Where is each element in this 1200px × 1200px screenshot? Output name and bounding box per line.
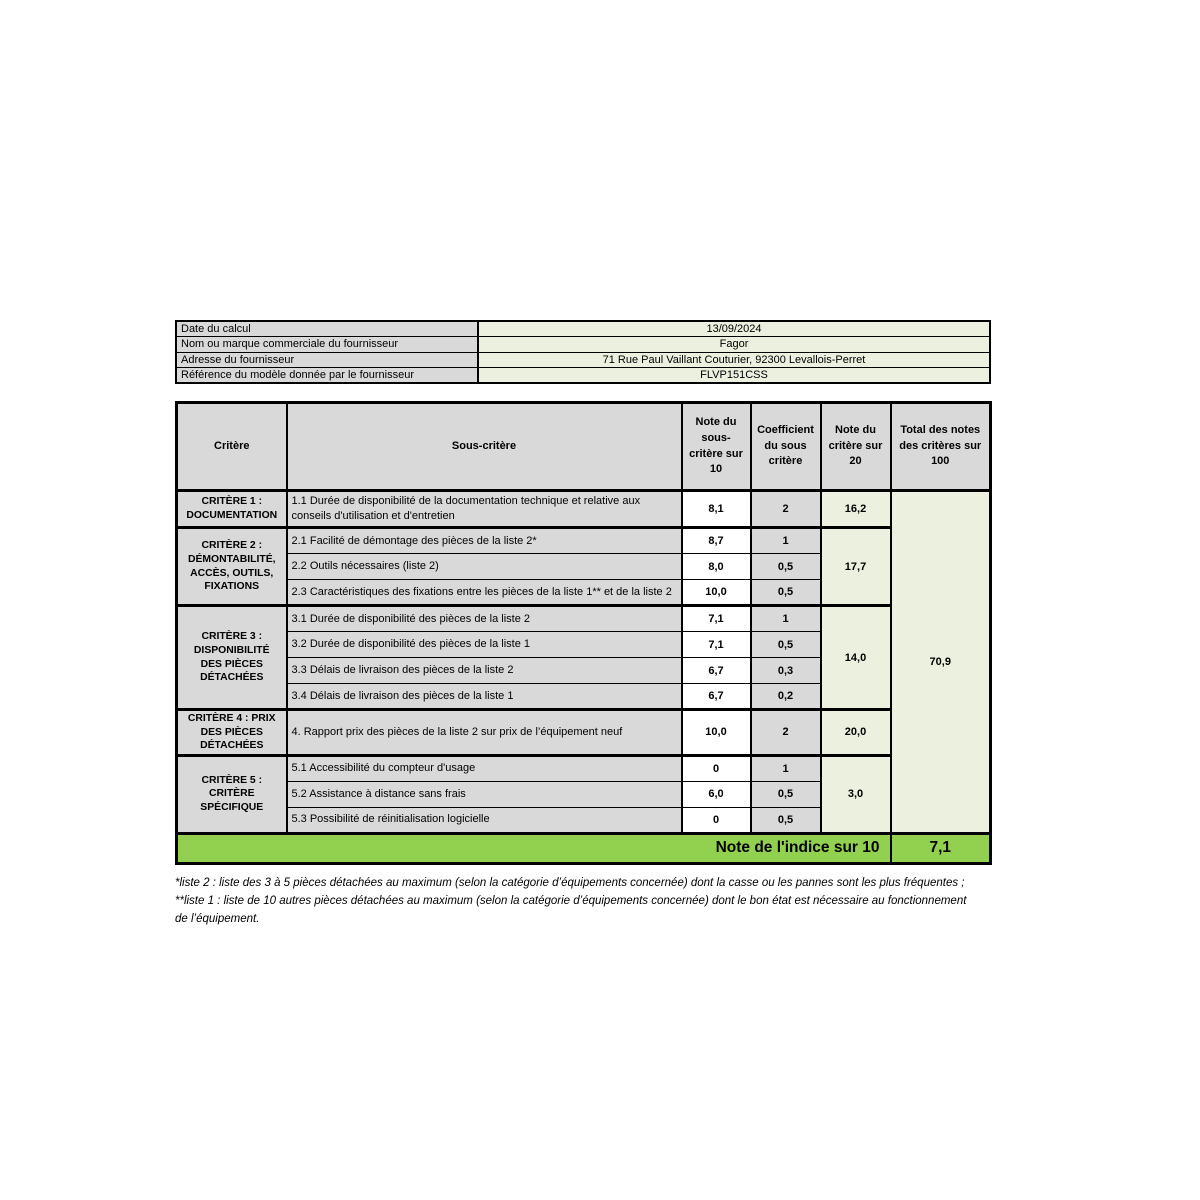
- header-note-sous-critere: Note du sous-critère sur 10: [682, 403, 751, 491]
- index-score-label: Note de l'indice sur 10: [177, 833, 891, 863]
- total-score-100: 70,9: [891, 491, 991, 834]
- info-row-brand: [176, 337, 990, 353]
- note-3-3: 6,7: [682, 658, 751, 684]
- subcriterion-1-1: 1.1 Durée de disponibilité de la documentation technique et relative aux conseils d'utilisation et d'entretien: [287, 491, 682, 528]
- header-critere: Critère: [177, 403, 287, 491]
- table-row: [177, 606, 991, 632]
- header-total-100: Total des notes des critères sur 100: [891, 403, 991, 491]
- footnote-liste-2: *liste 2 : liste des 3 à 5 pièces détachées au maximum (selon la catégorie d’équipements concernée) dont la casse ou les pannes sont les plus fréquentes ;: [175, 876, 965, 889]
- subcriterion-3-4: 3.4 Délais de livraison des pièces de la liste 1: [287, 684, 682, 710]
- score20-criterion-4: 20,0: [821, 710, 891, 756]
- coeff-3-3: 0,3: [751, 658, 821, 684]
- table-row: [177, 528, 991, 554]
- coeff-5-1: 1: [751, 755, 821, 781]
- document-page: [175, 320, 989, 929]
- score20-criterion-2: 17,7: [821, 528, 891, 606]
- info-label-address: Adresse du fournisseur: [176, 352, 478, 368]
- subcriterion-2-1: 2.1 Facilité de démontage des pièces de la liste 2*: [287, 528, 682, 554]
- criterion-4-cell: CRITÈRE 4 : PRIX DES PIÈCES DÉTACHÉES: [177, 710, 287, 756]
- criteria-header-row: [177, 403, 991, 491]
- index-score-row: [177, 833, 991, 863]
- coeff-3-1: 1: [751, 606, 821, 632]
- subcriterion-2-2: 2.2 Outils nécessaires (liste 2): [287, 554, 682, 580]
- note-2-1: 8,7: [682, 528, 751, 554]
- coeff-5-3: 0,5: [751, 807, 821, 833]
- note-5-3: 0: [682, 807, 751, 833]
- note-5-1: 0: [682, 755, 751, 781]
- subcriterion-4: 4. Rapport prix des pièces de la liste 2 sur prix de l’équipement neuf: [287, 710, 682, 756]
- info-row-address: [176, 352, 990, 368]
- coeff-3-2: 0,5: [751, 632, 821, 658]
- subcriterion-3-1: 3.1 Durée de disponibilité des pièces de la liste 2: [287, 606, 682, 632]
- coeff-3-4: 0,2: [751, 684, 821, 710]
- header-coefficient: Coefficient du sous critère: [751, 403, 821, 491]
- criterion-5-cell: CRITÈRE 5 : CRITÈRE SPÉCIFIQUE: [177, 755, 287, 833]
- header-note-critere-20: Note du critère sur 20: [821, 403, 891, 491]
- note-5-2: 6,0: [682, 781, 751, 807]
- coeff-5-2: 0,5: [751, 781, 821, 807]
- subcriterion-3-3: 3.3 Délais de livraison des pièces de la liste 2: [287, 658, 682, 684]
- info-value-date: 13/09/2024: [478, 321, 990, 337]
- note-1-1: 8,1: [682, 491, 751, 528]
- header-sous-critere: Sous-critère: [287, 403, 682, 491]
- info-label-date: Date du calcul: [176, 321, 478, 337]
- coeff-4: 2: [751, 710, 821, 756]
- coeff-2-3: 0,5: [751, 580, 821, 606]
- subcriterion-2-3: 2.3 Caractéristiques des fixations entre les pièces de la liste 1** et de la liste 2: [287, 580, 682, 606]
- coeff-2-1: 1: [751, 528, 821, 554]
- footnote-liste-1: **liste 1 : liste de 10 autres pièces détachées au maximum (selon la catégorie d’équipements concernée) dont le bon état est nécessaire au fonctionnement de l’équipement.: [175, 894, 967, 926]
- subcriterion-5-3: 5.3 Possibilité de réinitialisation logicielle: [287, 807, 682, 833]
- footnotes: [175, 874, 975, 929]
- info-value-address: 71 Rue Paul Vaillant Couturier, 92300 Levallois-Perret: [478, 352, 990, 368]
- supplier-info-table: [175, 320, 991, 384]
- subcriterion-3-2: 3.2 Durée de disponibilité des pièces de la liste 1: [287, 632, 682, 658]
- criterion-2-cell: CRITÈRE 2 : DÉMONTABILITÉ, ACCÈS, OUTILS, FIXATIONS: [177, 528, 287, 606]
- subcriterion-5-1: 5.1 Accessibilité du compteur d'usage: [287, 755, 682, 781]
- note-4: 10,0: [682, 710, 751, 756]
- info-value-brand: Fagor: [478, 337, 990, 353]
- coeff-1-1: 2: [751, 491, 821, 528]
- info-value-reference: FLVP151CSS: [478, 368, 990, 384]
- coeff-2-2: 0,5: [751, 554, 821, 580]
- table-row: [177, 755, 991, 781]
- note-3-2: 7,1: [682, 632, 751, 658]
- criteria-table: [175, 401, 992, 865]
- score20-criterion-3: 14,0: [821, 606, 891, 710]
- table-row: [177, 710, 991, 756]
- info-label-brand: Nom ou marque commerciale du fournisseur: [176, 337, 478, 353]
- index-score-value: 7,1: [891, 833, 991, 863]
- info-row-date: [176, 321, 990, 337]
- table-row: [177, 491, 991, 528]
- score20-criterion-1: 16,2: [821, 491, 891, 528]
- note-2-3: 10,0: [682, 580, 751, 606]
- note-2-2: 8,0: [682, 554, 751, 580]
- info-row-reference: [176, 368, 990, 384]
- note-3-1: 7,1: [682, 606, 751, 632]
- subcriterion-5-2: 5.2 Assistance à distance sans frais: [287, 781, 682, 807]
- note-3-4: 6,7: [682, 684, 751, 710]
- info-label-reference: Référence du modèle donnée par le fournisseur: [176, 368, 478, 384]
- criterion-1-cell: CRITÈRE 1 : DOCUMENTATION: [177, 491, 287, 528]
- score20-criterion-5: 3,0: [821, 755, 891, 833]
- criterion-3-cell: CRITÈRE 3 : DISPONIBILITÉ DES PIÈCES DÉTACHÉES: [177, 606, 287, 710]
